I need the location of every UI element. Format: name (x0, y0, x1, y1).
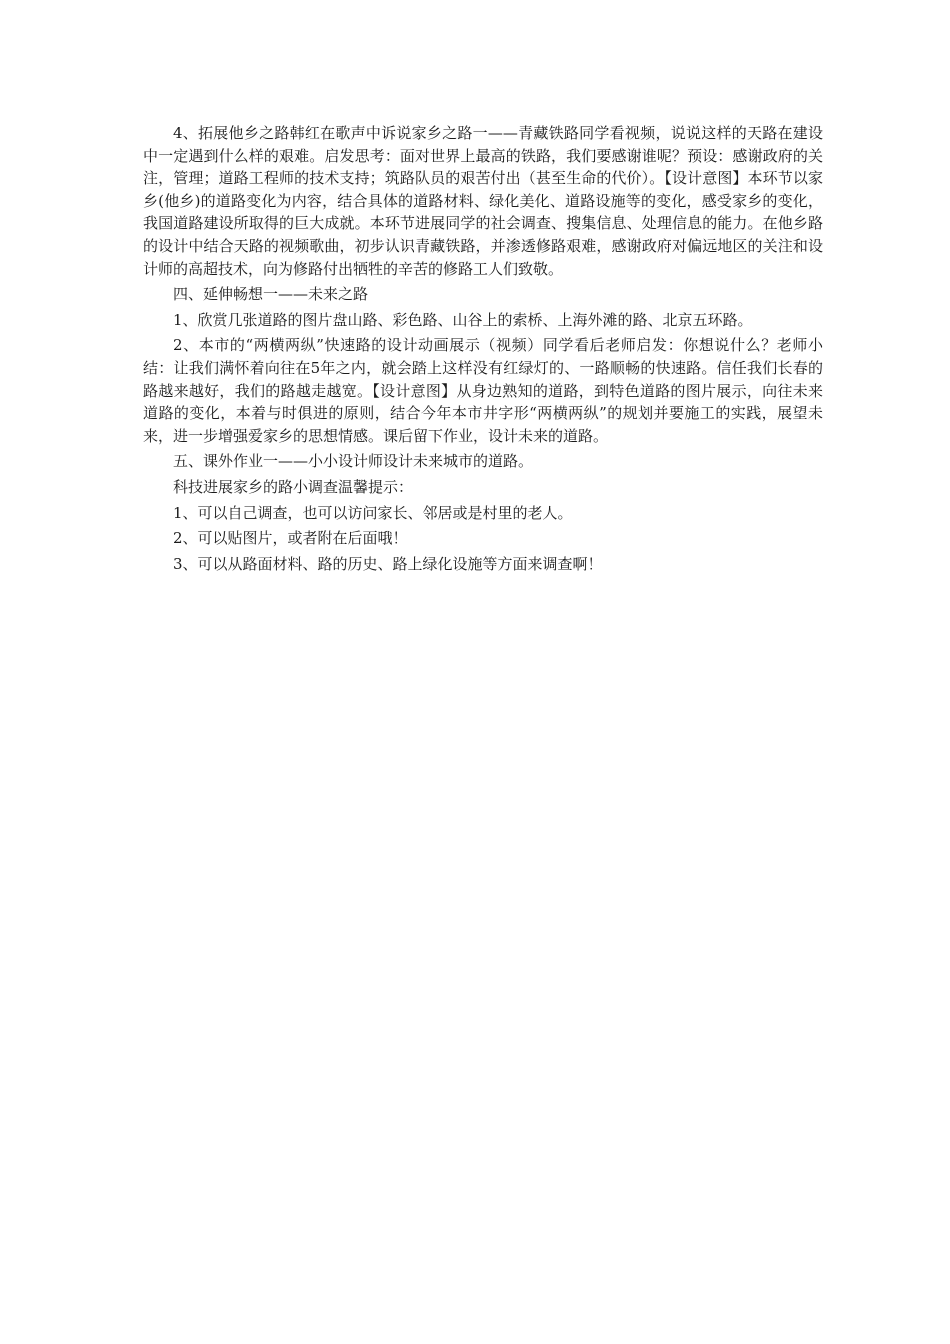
paragraph-expand-other-roads: 4、拓展他乡之路韩红在歌声中诉说家乡之路一——青藏铁路同学看视频，说说这样的天路在建设中一定遇到什么样的艰难。启发思考：面对世界上最高的铁路，我们要感谢谁呢？预设：感谢政府的关注，管理；道路工程师的技术支持；筑路队员的艰苦付出（甚至生命的代价）。【设计意图】本环节以家乡(他乡)的道路变化为内容，结合具体的道路材料、绿化美化、道路设施等的变化，感受家乡的变化，我国道路建设所取得的巨大成就。本环节进展同学的社会调查、搜集信息、处理信息的能力。在他乡路的设计中结合天路的视频歌曲，初步认识青藏铁路，并渗透修路艰难，感谢政府对偏远地区的关注和设计师的高超技术，向为修路付出牺牲的辛苦的修路工人们致敬。 (143, 124, 823, 278)
paragraph-survey-tips-title: 科技进展家乡的路小调查温馨提示： (173, 477, 414, 496)
section-heading-homework: 五、课外作业一——小小设计师设计未来城市的道路。 (173, 452, 534, 471)
list-item-tip-3: 3、可以从路面材料、路的历史、路上绿化设施等方面来调查啊！ (173, 554, 603, 573)
document-body (143, 122, 823, 575)
section-heading-future-road: 四、延伸畅想一——未来之路 (173, 285, 369, 304)
list-item-tip-1: 1、可以自己调查，也可以访问家长、邻居或是村里的老人。 (173, 503, 573, 522)
paragraph-road-pictures: 1、欣赏几张道路的图片盘山路、彩色路、山谷上的索桥、上海外滩的路、北京五环路。 (173, 310, 753, 329)
paragraph-expressway-design: 2、本市的“两横两纵”快速路的设计动画展示（视频）同学看后老师启发：你想说什么？老师小结：让我们满怀着向往在5年之内，就会踏上这样没有红绿灯的、一路顺畅的快速路。信任我们长春的路越来越好，我们的路越走越宽。【设计意图】从身边熟知的道路，到特色道路的图片展示，向往未来道路的变化，本着与时俱进的原则，结合今年本市井字形“两横两纵”的规划并要施工的实践，展望未来，进一步增强爱家乡的思想情感。课后留下作业，设计未来的道路。 (143, 336, 823, 445)
list-item-tip-2: 2、可以贴图片，或者附在后面哦！ (173, 529, 408, 548)
